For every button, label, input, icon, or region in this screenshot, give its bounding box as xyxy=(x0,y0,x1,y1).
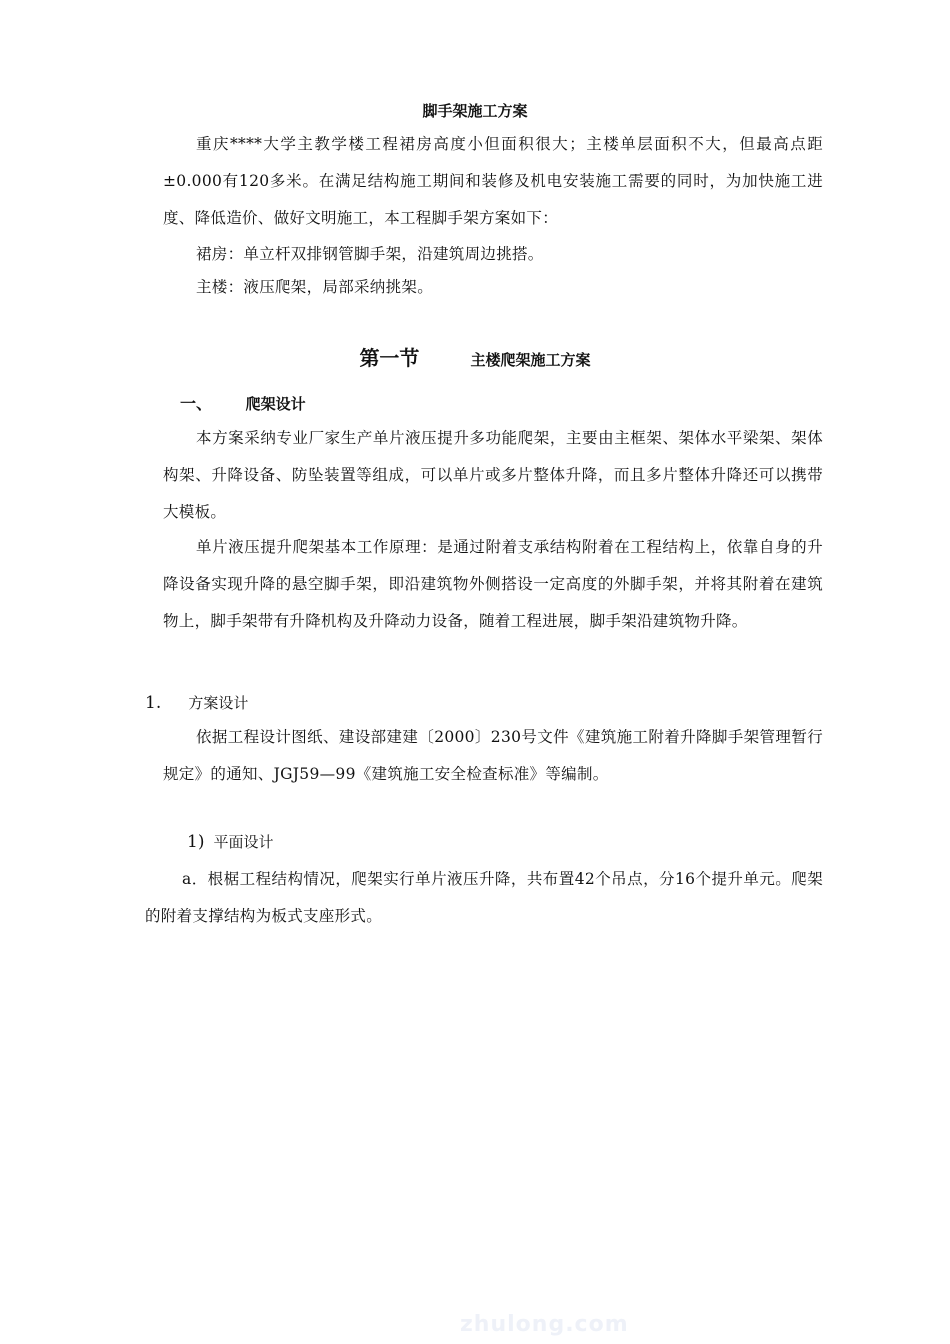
heading-3-label: 平面设计 xyxy=(213,833,274,851)
section-title: 主楼爬架施工方案 xyxy=(470,351,591,369)
podium-scaffold-line: 裙房：单立杆双排钢管脚手架，沿建筑周边挑搭。 xyxy=(196,245,544,263)
plan-design-paragraph: a．根椐工程结构情况，爬架实行单片液压升降，共布置42个吊点，分16个提升单元。爬架的附着支撑结构为板式支座形式。 xyxy=(145,870,823,925)
working-principle-paragraph: 单片液压提升爬架基本工作原理：是通过附着支承结构附着在工程结构上，依靠自身的升降设备实现升降的悬空脚手架，即沿建筑物外侧搭设一定高度的外脚手架，并将其附着在建筑物上，脚手架带有升降机构及升降动力设备，随着工程进展，脚手架沿建筑物升降。 xyxy=(163,538,823,630)
heading-level-1 xyxy=(180,392,306,416)
document-title: 脚手架施工方案 xyxy=(422,102,528,120)
intro-paragraph: 重庆****大学主教学楼工程裙房高度小但面积很大；主楼单层面积不大，但最高点距±0.000有120多米。在满足结构施工期间和装修及机电安装施工需要的同时，为加快施工进度、降低造价、做好文明施工，本工程脚手架方案如下： xyxy=(163,135,823,227)
watermark: zhulong.com xyxy=(460,1312,629,1337)
section-heading xyxy=(0,343,950,375)
heading-1-number: 一、 xyxy=(180,394,213,413)
heading-level-2 xyxy=(145,690,248,716)
climbing-frame-description: 本方案采纳专业厂家生产单片液压提升多功能爬架，主要由主框架、架体水平梁架、架体构架、升降设备、防坠装置等组成，可以单片或多片整体升降，而且多片整体升降还可以携带大模板。 xyxy=(163,429,823,521)
section-number: 第一节 xyxy=(359,346,420,370)
heading-3-number: 1) xyxy=(187,832,205,852)
heading-level-3 xyxy=(187,829,274,855)
heading-1-label: 爬架设计 xyxy=(245,395,306,413)
heading-2-label: 方案设计 xyxy=(188,694,249,712)
heading-2-number: 1. xyxy=(145,693,162,713)
design-basis-paragraph: 依据工程设计图纸、建设部建建〔2000〕230号文件《建筑施工附着升降脚手架管理暂行规定》的通知、JGJ59—99《建筑施工安全检查标准》等编制。 xyxy=(163,728,823,783)
main-building-scaffold-line: 主楼：液压爬架，局部采纳挑架。 xyxy=(196,278,434,296)
